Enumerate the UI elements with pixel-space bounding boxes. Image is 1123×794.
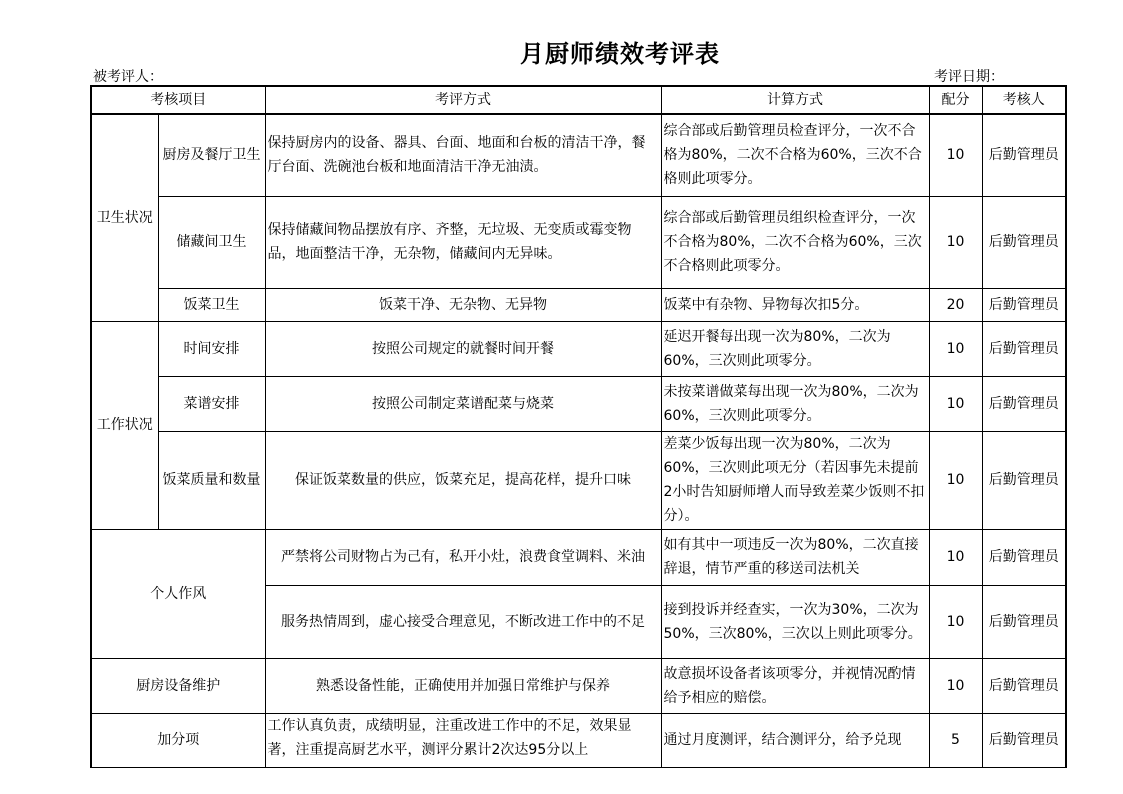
reviewee-label: 被考评人：	[93, 69, 163, 85]
calc-cell: 接到投诉并经查实，一次为30%，二次为50%，三次80%，三次以上则此项零分。	[661, 585, 929, 658]
calc-text: 如有其中一项违反一次为80%，二次直接辞退，情节严重的移送司法机关	[663, 537, 919, 577]
method-cell: 服务热情周到，虚心接受合理意见，不断改进工作中的不足	[265, 585, 661, 658]
reviewer-cell: 后勤管理员	[982, 114, 1066, 196]
method-cell: 保持厨房内的设备、器具、台面、地面和台板的清洁干净，餐厅台面、洗碗池台板和地面清洁干净无油渍。	[265, 114, 661, 196]
reviewer-cell: 后勤管理员	[982, 196, 1066, 288]
group-bonus: 加分项	[91, 713, 265, 767]
header-reviewer: 考核人	[982, 86, 1066, 114]
calc-cell: 综合部或后勤管理员组织检查评分，一次不合格为80%，二次不合格为60%，三次不合格则此项零分。	[661, 196, 929, 288]
review-date-label: 考评日期：	[934, 69, 1004, 85]
reviewer-cell: 后勤管理员	[982, 713, 1066, 767]
evaluation-table	[90, 85, 1067, 768]
header-score: 配分	[929, 86, 982, 114]
table-row	[91, 529, 1066, 585]
table-header-row	[91, 86, 1066, 114]
reviewer-cell: 后勤管理员	[982, 585, 1066, 658]
group-hygiene: 卫生状况	[91, 114, 158, 321]
calc-cell: 未按菜谱做菜每出现一次为80%，二次为60%，三次则此项零分。	[661, 376, 929, 431]
calc-cell: 故意损坏设备者该项零分，并视情况酌情给予相应的赔偿。	[661, 658, 929, 713]
table-row	[91, 431, 1066, 529]
method-cell: 按照公司规定的就餐时间开餐	[265, 321, 661, 376]
reviewer-cell: 后勤管理员	[982, 376, 1066, 431]
item-name: 饭菜质量和数量	[158, 431, 265, 529]
method-cell: 饭菜干净、无杂物、无异物	[265, 288, 661, 321]
score-cell: 10	[929, 585, 982, 658]
item-name: 储藏间卫生	[158, 196, 265, 288]
score-cell: 5	[929, 713, 982, 767]
method-cell: 按照公司制定菜谱配菜与烧菜	[265, 376, 661, 431]
method-cell	[265, 713, 661, 767]
group-conduct: 个人作风	[91, 529, 265, 658]
score-cell: 10	[929, 376, 982, 431]
calc-cell: 差菜少饭每出现一次为80%，二次为60%，三次则此项无分（若因事先未提前2小时告知厨师增人而导致差菜少饭则不扣分）。	[661, 431, 929, 529]
header-method: 考评方式	[265, 86, 661, 114]
reviewer-cell: 后勤管理员	[982, 288, 1066, 321]
reviewer-cell: 后勤管理员	[982, 529, 1066, 585]
table-row	[91, 376, 1066, 431]
method-text: 工作认真负责，成绩明显，注重改进工作中的不足，效果显著，注重提高厨艺水平，测评分累计2次达95分以上	[267, 718, 632, 758]
calc-cell: 饭菜中有杂物、异物每次扣5分。	[661, 288, 929, 321]
score-cell: 20	[929, 288, 982, 321]
table-row	[91, 321, 1066, 376]
calc-cell: 延迟开餐每出现一次为80%，二次为60%，三次则此项零分。	[661, 321, 929, 376]
table-row	[91, 713, 1066, 767]
table-row	[91, 114, 1066, 196]
reviewer-cell: 后勤管理员	[982, 321, 1066, 376]
reviewer-cell: 后勤管理员	[982, 658, 1066, 713]
score-cell: 10	[929, 321, 982, 376]
method-cell: 保证饭菜数量的供应，饭菜充足，提高花样，提升口味	[265, 431, 661, 529]
item-name: 厨房及餐厅卫生	[158, 114, 265, 196]
calc-cell: 通过月度测评，结合测评分，给予兑现	[661, 713, 929, 767]
item-name: 菜谱安排	[158, 376, 265, 431]
page-title: 月厨师绩效考评表	[520, 40, 720, 68]
score-cell: 10	[929, 196, 982, 288]
header-calc: 计算方式	[661, 86, 929, 114]
score-cell: 10	[929, 114, 982, 196]
table-row	[91, 658, 1066, 713]
item-name: 饭菜卫生	[158, 288, 265, 321]
method-cell: 严禁将公司财物占为己有，私开小灶，浪费食堂调料、米油	[265, 529, 661, 585]
score-cell: 10	[929, 431, 982, 529]
calc-cell	[661, 529, 929, 585]
score-cell: 10	[929, 529, 982, 585]
group-equipment: 厨房设备维护	[91, 658, 265, 713]
reviewer-cell: 后勤管理员	[982, 431, 1066, 529]
calc-cell: 综合部或后勤管理员检查评分，一次不合格为80%，二次不合格为60%，三次不合格则此项零分。	[661, 114, 929, 196]
header-item: 考核项目	[91, 86, 265, 114]
table-row	[91, 288, 1066, 321]
method-cell: 熟悉设备性能，正确使用并加强日常维护与保养	[265, 658, 661, 713]
group-work: 工作状况	[91, 321, 158, 529]
method-cell: 保持储藏间物品摆放有序、齐整，无垃圾、无变质或霉变物品，地面整洁干净，无杂物，储藏间内无异味。	[265, 196, 661, 288]
item-name: 时间安排	[158, 321, 265, 376]
score-cell: 10	[929, 658, 982, 713]
table-row	[91, 196, 1066, 288]
